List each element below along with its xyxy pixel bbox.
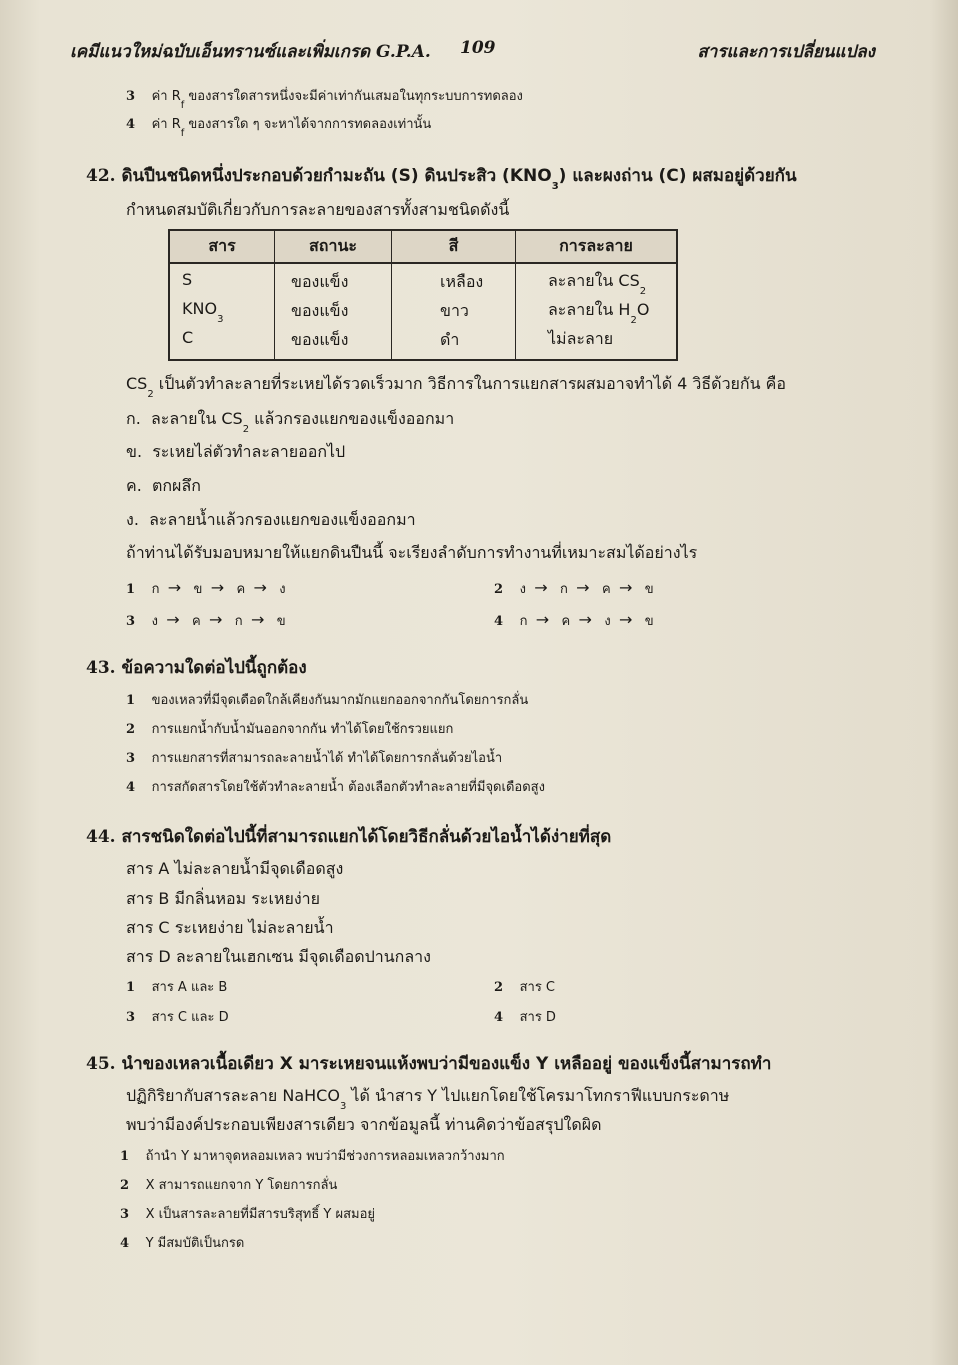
q43-option: 3 การแยกสารที่สามารถละลายน้ำได้ ทำได้โดยการกลั่นด้วยไอน้ำ: [126, 751, 503, 766]
table-cell: ของแข็ง: [291, 272, 349, 291]
q42-choice-2: 2 ง → ก → ค → ข: [494, 578, 654, 597]
column-state: [275, 264, 392, 359]
q43-stem: 43. ข้อความใดต่อไปนี้ถูกต้อง: [86, 658, 307, 678]
table-cell: เหลือง: [440, 272, 484, 291]
page-header: [70, 38, 875, 66]
q44-choice: 3 สาร C และ D: [126, 1010, 229, 1025]
q42-stem-line1: 42. ดินปืนชนิดหนึ่งประกอบด้วยกำมะถัน (S) ดินประสิว $(KNO_3)$ และผงถ่าน (C) ผสมอยู่ด้วยกัน: [86, 166, 797, 192]
q45-option: 3 X เป็นสารละลายที่มีสารบริสุทธิ์ Y ผสมอยู่: [120, 1207, 376, 1222]
q42-method: ก. ละลายใน $CS_2$ แล้วกรองแยกของแข็งออกมา: [126, 409, 455, 435]
q45-stem-line3: พบว่ามีองค์ประกอบเพียงสารเดียว จากข้อมูลนี้ ท่านคิดว่าข้อสรุปใดผิด: [126, 1115, 602, 1134]
q42-choice-3: 3 ง → ค → ก → ข: [126, 610, 286, 629]
solubility-table: [168, 229, 678, 361]
table-header: การละลาย: [516, 231, 676, 264]
q42-stem-line2: กำหนดสมบัติเกี่ยวกับการละลายของสารทั้งสามชนิดดังนี้: [126, 200, 510, 219]
q44-substance: สาร A ไม่ละลายน้ำมีจุดเดือดสูง: [126, 859, 344, 878]
table-cell: ของแข็ง: [291, 301, 349, 320]
q44-choice: 4 สาร D: [494, 1010, 556, 1025]
q44-stem: 44. สารชนิดใดต่อไปนี้ที่สามารถแยกได้โดยวิธีกลั่นด้วยไอน้ำได้ง่ายที่สุด: [86, 827, 612, 847]
q45-stem-line1: 45. นำของเหลวเนื้อเดียว X มาระเหยจนแห้งพบว่ามีของแข็ง Y เหลืออยู่ ของแข็งนี้สามารถทำ: [86, 1054, 772, 1074]
q42-choice-4: 4 ก → ค → ง → ข: [494, 610, 654, 629]
q41-option-4: 4 ค่า $R_f$ ของสารใด ๆ จะหาได้จากการทดลองเท่านั้น: [126, 117, 432, 139]
table-cell: C: [182, 327, 194, 347]
table-cell: ไม่ละลาย: [548, 328, 614, 348]
q44-substance: สาร C ระเหยง่าย ไม่ละลายน้ำ: [126, 918, 334, 937]
table-cell: ของแข็ง: [291, 330, 349, 349]
table-cell: ละลายใน $H_2O$: [548, 299, 650, 326]
q45-option: 4 Y มีสมบัติเป็นกรด: [120, 1236, 245, 1251]
table-cell: ดำ: [440, 330, 460, 349]
q44-substance: สาร D ละลายในเฮกเซน มีจุดเดือดปานกลาง: [126, 947, 431, 966]
q42-method: ข. ระเหยไล่ตัวทำละลายออกไป: [126, 442, 346, 461]
q45-option: 1 ถ้านำ Y มาหาจุดหลอมเหลว พบว่ามีช่วงการหลอมเหลวกว้างมาก: [120, 1149, 505, 1164]
q44-choice: 2 สาร C: [494, 980, 556, 995]
q42-method: ง. ละลายน้ำแล้วกรองแยกของแข็งออกมา: [126, 510, 416, 529]
table-header: สถานะ: [275, 231, 392, 264]
q42-question: ถ้าท่านได้รับมอบหมายให้แยกดินปืนนี้ จะเรียงลำดับการทำงานที่เหมาะสมได้อย่างไร: [126, 543, 698, 562]
q44-choice: 1 สาร A และ B: [126, 980, 228, 995]
q42-choice-1: 1 ก → ข → ค → ง: [126, 578, 286, 597]
q42-method: ค. ตกผลึก: [126, 476, 201, 495]
column-color: [392, 264, 516, 359]
q44-substance: สาร B มีกลิ่นหอม ระเหยง่าย: [126, 889, 321, 908]
q43-option: 1 ของเหลวที่มีจุดเดือดใกล้เคียงกันมากมักแยกออกจากกันโดยการกลั่น: [126, 693, 529, 708]
q45-stem-line2: ปฏิกิริยากับสารละลาย NaHCO$_3$ ได้ นำสาร Y ไปแยกโดยใช้โครมาโทกราฟีแบบกระดาษ: [126, 1086, 730, 1112]
column-solubility: [516, 264, 676, 359]
page-number: 109: [460, 38, 496, 58]
table-cell: ขาว: [440, 301, 469, 320]
table-header: สาร: [170, 231, 275, 264]
q41-option-3: 3 ค่า $R_f$ ของสารใดสารหนึ่งจะมีค่าเท่ากันเสมอในทุกระบบการทดลอง: [126, 89, 523, 111]
table-cell: S: [182, 269, 193, 289]
table-cell: $KNO_3$: [182, 298, 224, 325]
q43-option: 4 การสกัดสารโดยใช้ตัวทำละลายน้ำ ต้องเลือกตัวทำละลายที่มีจุดเดือดสูง: [126, 780, 545, 795]
q42-note: $CS_2$ เป็นตัวทำละลายที่ระเหยได้รวดเร็วมาก วิธีการในการแยกสารผสมอาจทำได้ 4 วิธีด้วยกัน คือ: [126, 374, 786, 400]
chapter-title: สารและการเปลี่ยนแปลง: [697, 42, 875, 62]
q45-option: 2 X สามารถแยกจาก Y โดยการกลั่น: [120, 1178, 338, 1193]
column-substance: [170, 264, 275, 359]
table-header: สี: [392, 231, 516, 264]
table-cell: ละลายใน $CS_2$: [548, 270, 647, 297]
book-title: เคมีแนวใหม่ฉบับเอ็นทรานซ์และเพิ่มเกรด G.P.A.: [70, 42, 431, 62]
q43-option: 2 การแยกน้ำกับน้ำมันออกจากกัน ทำได้โดยใช้กรวยแยก: [126, 722, 454, 737]
